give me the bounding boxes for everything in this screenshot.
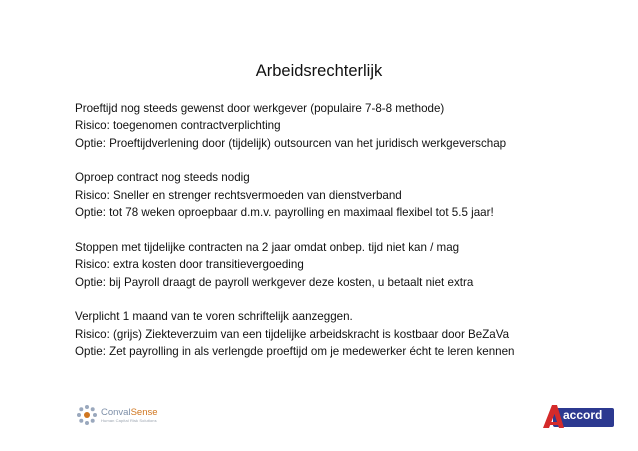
text-block (75, 239, 615, 291)
text-line: Optie: Zet payrolling in als verlengde proeftijd om je medewerker écht te leren kennen (75, 345, 515, 359)
text-line: Risico: toegenomen contractverplichting (75, 119, 281, 133)
text-line: Risico: extra kosten door transitievergoeding (75, 258, 304, 272)
text-line: Oproep contract nog steeds nodig (75, 171, 250, 185)
text-block (75, 100, 615, 152)
text-line: Verplicht 1 maand van te voren schriftelijk aanzeggen. (75, 310, 353, 324)
text-line: Optie: bij Payroll draagt de payroll werkgever deze kosten, u betaalt niet extra (75, 275, 474, 289)
convalsense-logo (76, 402, 158, 428)
accord-logo (541, 403, 615, 430)
text-line: Optie: Proeftijdverlening door (tijdelijk) outsourcen van het juridisch werkgeverschap (75, 136, 507, 150)
convalsense-wordmark: ConvalSense (101, 407, 158, 418)
convalsense-emblem-icon (76, 404, 98, 426)
slide-content (75, 100, 615, 360)
convalsense-tagline: Human Capital Risk Solutions (101, 418, 157, 423)
text-line: Proeftijd nog steeds gewenst door werkgever (populaire 7-8-8 methode) (75, 102, 445, 115)
accord-wordmark: accord (563, 408, 603, 422)
text-block (75, 308, 615, 360)
text-line: Stoppen met tijdelijke contracten na 2 jaar omdat onbep. tijd niet kan / mag (75, 240, 460, 254)
text-line: Optie: tot 78 weken oproepbaar d.m.v. payrolling en maximaal flexibel tot 5.5 jaar! (75, 206, 494, 220)
text-line: Risico: (grijs) Ziekteverzuim van een tijdelijke arbeidskracht is kostbaar door BeZaVa (75, 327, 510, 341)
text-block (75, 169, 615, 221)
text-line: Risico: Sneller en strenger rechtsvermoeden van dienstverband (75, 188, 402, 202)
slide-title: Arbeidsrechterlijk (255, 62, 383, 80)
